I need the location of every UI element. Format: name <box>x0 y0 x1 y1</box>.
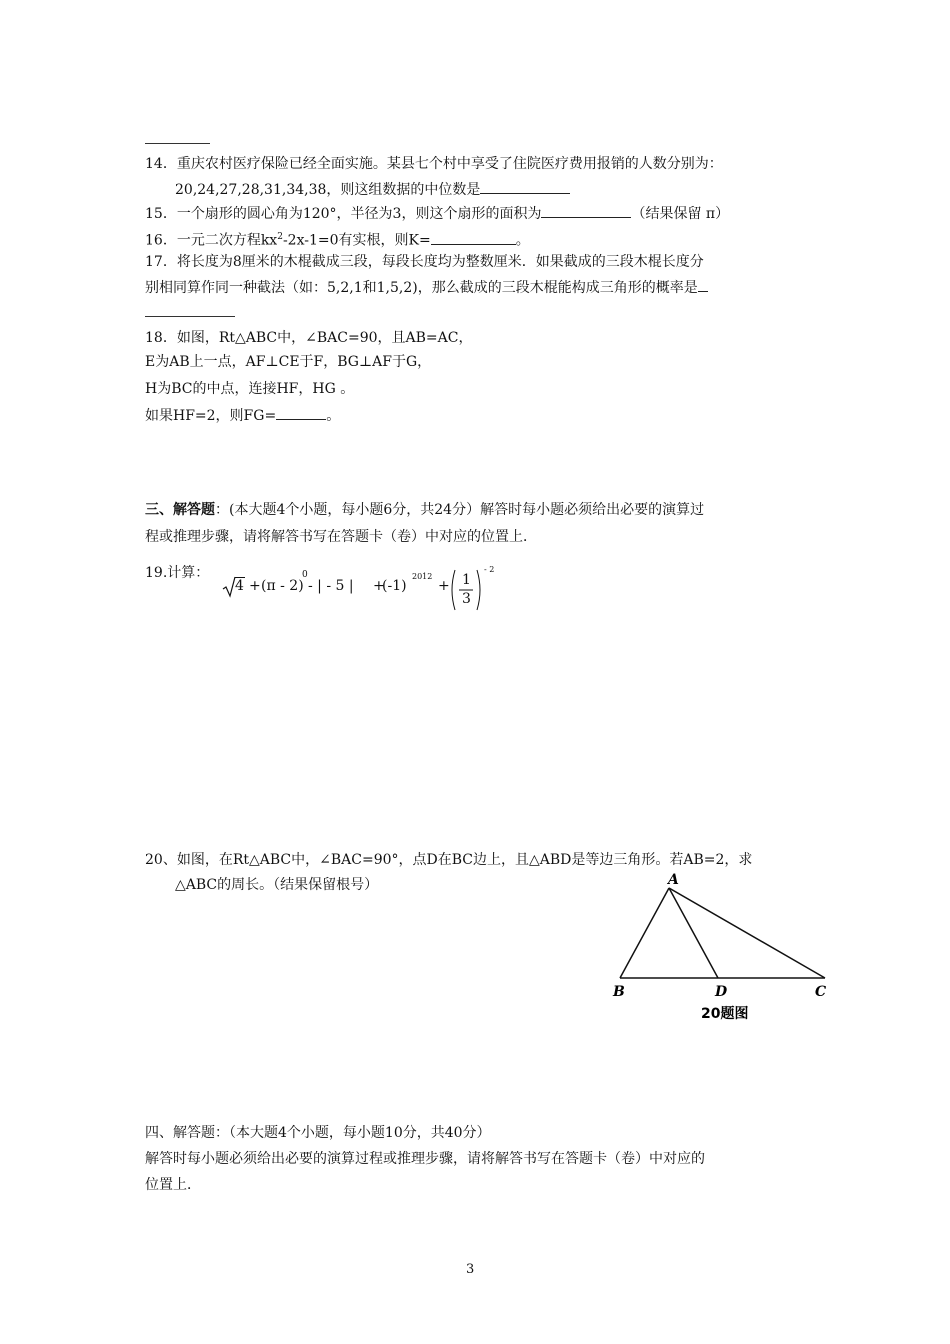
q17-line1: 17．将长度为8厘米的木棍截成三段，每段长度均为整数厘米．如果截成的三段木棍长度分 <box>145 254 704 270</box>
top-answer-rule <box>145 143 210 144</box>
q20-figure <box>605 868 835 1028</box>
exponent-zero: 0 <box>302 570 308 580</box>
q15-line <box>145 203 729 224</box>
q18-prefix: 如果HF=2，则FG= <box>145 408 277 424</box>
exponent-2012: 2012 <box>412 572 433 581</box>
q16-middle: -2x-1=0有实根，则K= <box>282 232 431 249</box>
fraction-numerator: 1 <box>462 572 471 588</box>
q18-line2: E为AB上一点，AF⊥CE于F，BG⊥AF于G， <box>145 354 432 370</box>
page-number: 3 <box>466 1262 475 1277</box>
q14-text: 20,24,27,28,31,34,38，则这组数据的中位数是 <box>175 182 481 198</box>
plus-sign-1: + <box>249 578 261 594</box>
minus-abs-five: - | - 5 | <box>308 578 354 594</box>
q17-text: 别相同算作同一种截法（如：5,2,1和1,5,2)，那么截成的三段木棍能构成三角形的概率是 <box>145 280 698 296</box>
q18-line4 <box>145 405 340 426</box>
q16-prefix: 16．一元二次方程kx <box>145 232 278 249</box>
triangle-diagram <box>605 868 835 1028</box>
sqrt-sign-icon <box>222 576 236 598</box>
q14-line1: 14．重庆农村医疗保险已经全面实施。某县七个村中享受了住院医疗费用报销的人数分别为： <box>145 156 723 172</box>
vertex-label-A: A <box>668 872 679 888</box>
q16-suffix: 。 <box>515 232 530 249</box>
plus-sign-3: + <box>438 578 450 594</box>
section4-line2: 解答时每小题必须给出必要的演算过程或推理步骤，请将解答书写在答题卡（卷）中对应的 <box>145 1151 705 1167</box>
q16-answer-blank[interactable] <box>431 230 516 245</box>
plus-sign-2: + <box>373 578 385 594</box>
q14-answer-blank[interactable] <box>480 179 570 194</box>
section3-line2: 程或推理步骤，请将解答书写在答题卡（卷）中对应的位置上． <box>145 529 537 545</box>
q15-answer-blank[interactable] <box>541 203 631 218</box>
vertex-label-B: B <box>613 984 625 1000</box>
vertex-label-C: C <box>815 984 827 1000</box>
q18-line3: H为BC的中点，连接HF，HG 。 <box>145 381 355 397</box>
vertex-label-D: D <box>715 984 728 1000</box>
q18-answer-blank[interactable] <box>276 405 326 420</box>
q18-line1: 18．如图，Rt△ABC中，∠BAC=90，且AB=AC， <box>145 330 473 346</box>
q16-line <box>145 227 530 251</box>
fraction-denominator: 3 <box>462 591 471 607</box>
section4-line3: 位置上． <box>145 1177 201 1193</box>
q17-answer-rule <box>145 316 235 317</box>
section3-heading: 三、解答题 <box>145 502 215 518</box>
figure-caption: 20题图 <box>701 1006 749 1022</box>
q18-suffix: 。 <box>326 408 341 424</box>
q20-line2: △ABC的周长。（结果保留根号） <box>175 877 379 893</box>
paren-pi-minus-2: (π - 2) <box>261 578 304 594</box>
q14-line2 <box>175 179 570 200</box>
q19-label: 19.计算： <box>145 565 210 581</box>
q17-answer-blank[interactable] <box>698 277 708 292</box>
q17-line2 <box>145 277 708 298</box>
q15-suffix: （结果保留 π） <box>631 206 730 222</box>
neg-one: (-1) <box>382 578 407 594</box>
q16-exponent: 2 <box>277 232 283 242</box>
sqrt-argument: 4 <box>235 578 244 594</box>
q15-text: 15．一个扇形的圆心角为120°，半径为3，则这个扇形的面积为 <box>145 206 542 222</box>
q20-line1: 20、如图，在Rt△ABC中，∠BAC=90°，点D在BC边上，且△ABD是等边三角形。若AB=2，求 <box>145 852 753 868</box>
section3-line1 <box>145 500 704 520</box>
section4-line1: 四、解答题：（本大题4个小题，每小题10分，共40分） <box>145 1125 491 1141</box>
exponent-neg-2: - 2 <box>484 565 495 574</box>
section3-instructions: ：(本大题4个小题，每小题6分，共24分）解答时每小题必须给出必要的演算过 <box>215 502 705 518</box>
